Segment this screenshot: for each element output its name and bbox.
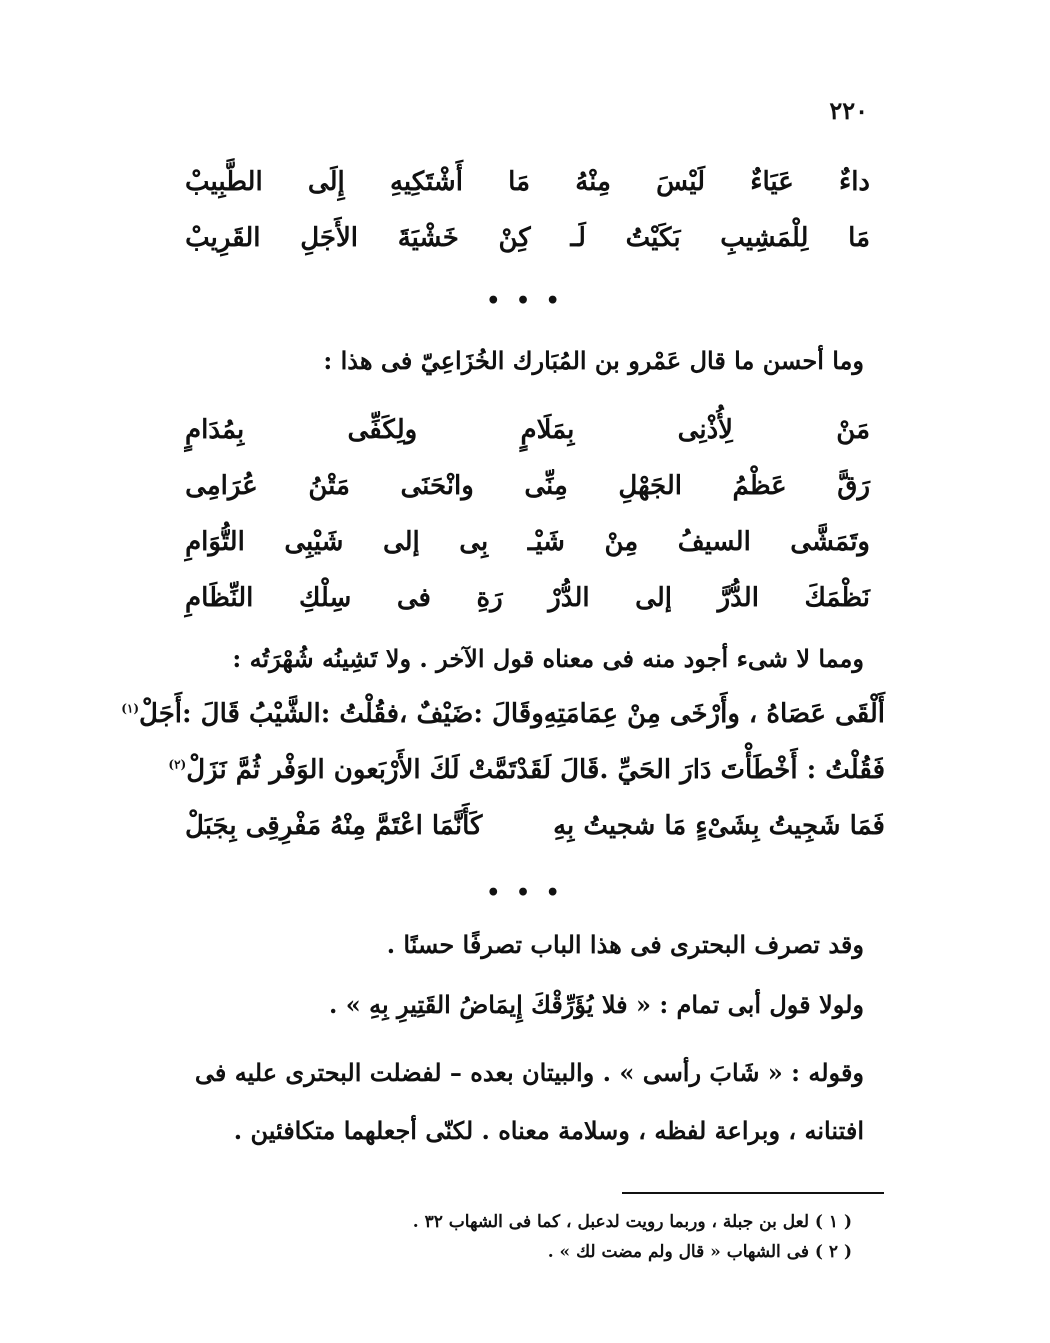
verse-block-top [185,154,870,266]
verse-block-other [121,686,885,854]
verse-hemistich-left-text: وقَالَ :ضَيْفٌ ،فقُلْتُ :الشَّيْبُ قَالَ :أَجَلْ [139,699,544,729]
verse-word: الأَجَلِ [300,223,359,253]
verse-word: الطَّبِيبْ [185,167,263,197]
verse-word: عَظْمُ [732,471,787,501]
verse-block-amr [185,402,870,626]
para-abu-tammam: ولولا قول أبى تمام : « فلا يُؤَرِّقْكَ إِيمَاضُ القَتِيرِ بِهِ » . [329,990,864,1019]
verse-word: القَرِيبْ [185,223,261,253]
footnote-marker: (١) [121,701,140,716]
intro-amr: وما أحسن ما قال عَمْرو بن المُبَارك الخُزَاعِيّ فى هذا : [323,346,864,375]
verse-line [121,686,885,742]
verse-line [185,798,885,854]
verse-word: بِمُدَامٍ [185,415,245,445]
verse-word: إِلَى [307,167,345,197]
para-buhturi: وقد تصرف البحترى فى هذا الباب تصرفًا حسنًا . [386,930,864,959]
verse-word: مَتْنُ [308,471,350,501]
verse-word: إلى [635,583,672,613]
verse-word: فى [396,583,431,613]
verse-word: خَشْيَةَ [397,223,459,253]
verse-word: مِنِّى [524,471,568,501]
verse-line [185,514,870,570]
footnote-marker: (٢) [168,757,187,772]
verse-line [185,402,870,458]
verse-hemistich-left-text: تَمَّتْ لَكَ الأَرْبَعون الوَفْر ثُمَّ نَزَلْ [186,755,517,785]
verse-word: عَيَاءٌ [750,167,794,197]
verse-word: الدُّرْ [548,583,590,613]
section-separator: • • • [486,288,564,314]
verse-word: رَقَّ [837,471,870,501]
verse-word: بِى [459,527,489,557]
verse-word: الجَهْلِ [618,471,682,501]
verse-line [185,154,870,210]
verse-word: داءٌ [838,167,870,197]
verse-line [185,458,870,514]
verse-word: إلى [382,527,420,557]
page-number: ٢٢٠ [829,96,868,125]
verse-word: عُرَامِى [185,471,258,501]
verse-word: رَةِ [476,583,503,613]
verse-line [168,742,885,798]
verse-word: أَشْتَكِيهِ [389,167,463,197]
verse-word: مَا [848,223,870,253]
verse-word: التُّوَامِ [185,527,245,557]
verse-word: نَظْمَكَ [804,583,870,613]
verse-word: كِنْ [498,223,531,253]
verse-word: لَيْسَ [656,167,706,197]
verse-line [185,210,870,266]
verse-word: السيفُ [677,527,751,557]
para-last-line-2: افتنانه ، وبراعة لفظه ، وسلامة معناه . لكنّى أجعلهما متكافئين . [233,1116,864,1145]
verse-word: ولِكَفِّى [347,415,418,445]
verse-word: مَنْ [836,415,870,445]
verse-word: لِلْمَشِيبِ [720,223,809,253]
verse-hemistich-left [121,699,544,729]
footnote-1: ( ١ ) لعل بن جبلة ، وربما رويت لدعبل ، كما فى الشهاب ٣٢ . [412,1212,852,1232]
verse-word: شَيْـ [527,527,565,557]
verse-word: سِلْكِ [298,583,352,613]
para-last-line-1: وقوله : « شَابَ رأسى » . والبيتان بعده – لفضلت البحترى عليه فى [194,1058,864,1087]
verse-word: وتَمَشَّى [790,527,870,557]
verse-word: النِّظَامِ [185,583,254,613]
verse-word: مِنْ [604,527,639,557]
verse-word: مَا [508,167,530,197]
verse-hemistich-right: فَقُلْتُ : أَخْطَأْتَ دَارَ الحَيِّ .قَالَ لَقَدْ [516,755,885,785]
verse-hemistich-left [168,755,516,785]
verse-word: الدُّرَّ [717,583,759,613]
verse-hemistich-right: أَلْقَى عَصَاهُ ، وأَرْخَى مِنْ عِمَامَتِهِ [543,699,885,729]
verse-hemistich-left: كَأَنَّمَا اعْتَمَّ مِنْهُ مَفْرِقِى بِجَبَلْ [185,811,483,841]
verse-word: بِمَلَامٍ [520,415,575,445]
verse-word: مِنْهُ [575,167,611,197]
section-separator: • • • [486,880,564,906]
verse-word: بَكَيْتُ [625,223,681,253]
verse-word: وانْحَنَى [400,471,474,501]
footnote-divider [622,1192,884,1194]
verse-word: شَيْبِى [284,527,344,557]
verse-line [185,570,870,626]
verse-hemistich-right: فَمَا شَجِيتُ بِشَىْءٍ مَا شجيتُ بِهِ [553,811,885,841]
verse-word: لَـ [570,223,586,253]
intro-other: ومما لا شىء أجود منه فى معناه قول الآخر . ولا تَشِينُه شُهْرَتُه : [232,644,864,673]
verse-word: لِأُذْنِى [677,415,733,445]
footnote-2: ( ٢ ) فى الشهاب « قال ولم مضت لك » . [547,1242,852,1262]
